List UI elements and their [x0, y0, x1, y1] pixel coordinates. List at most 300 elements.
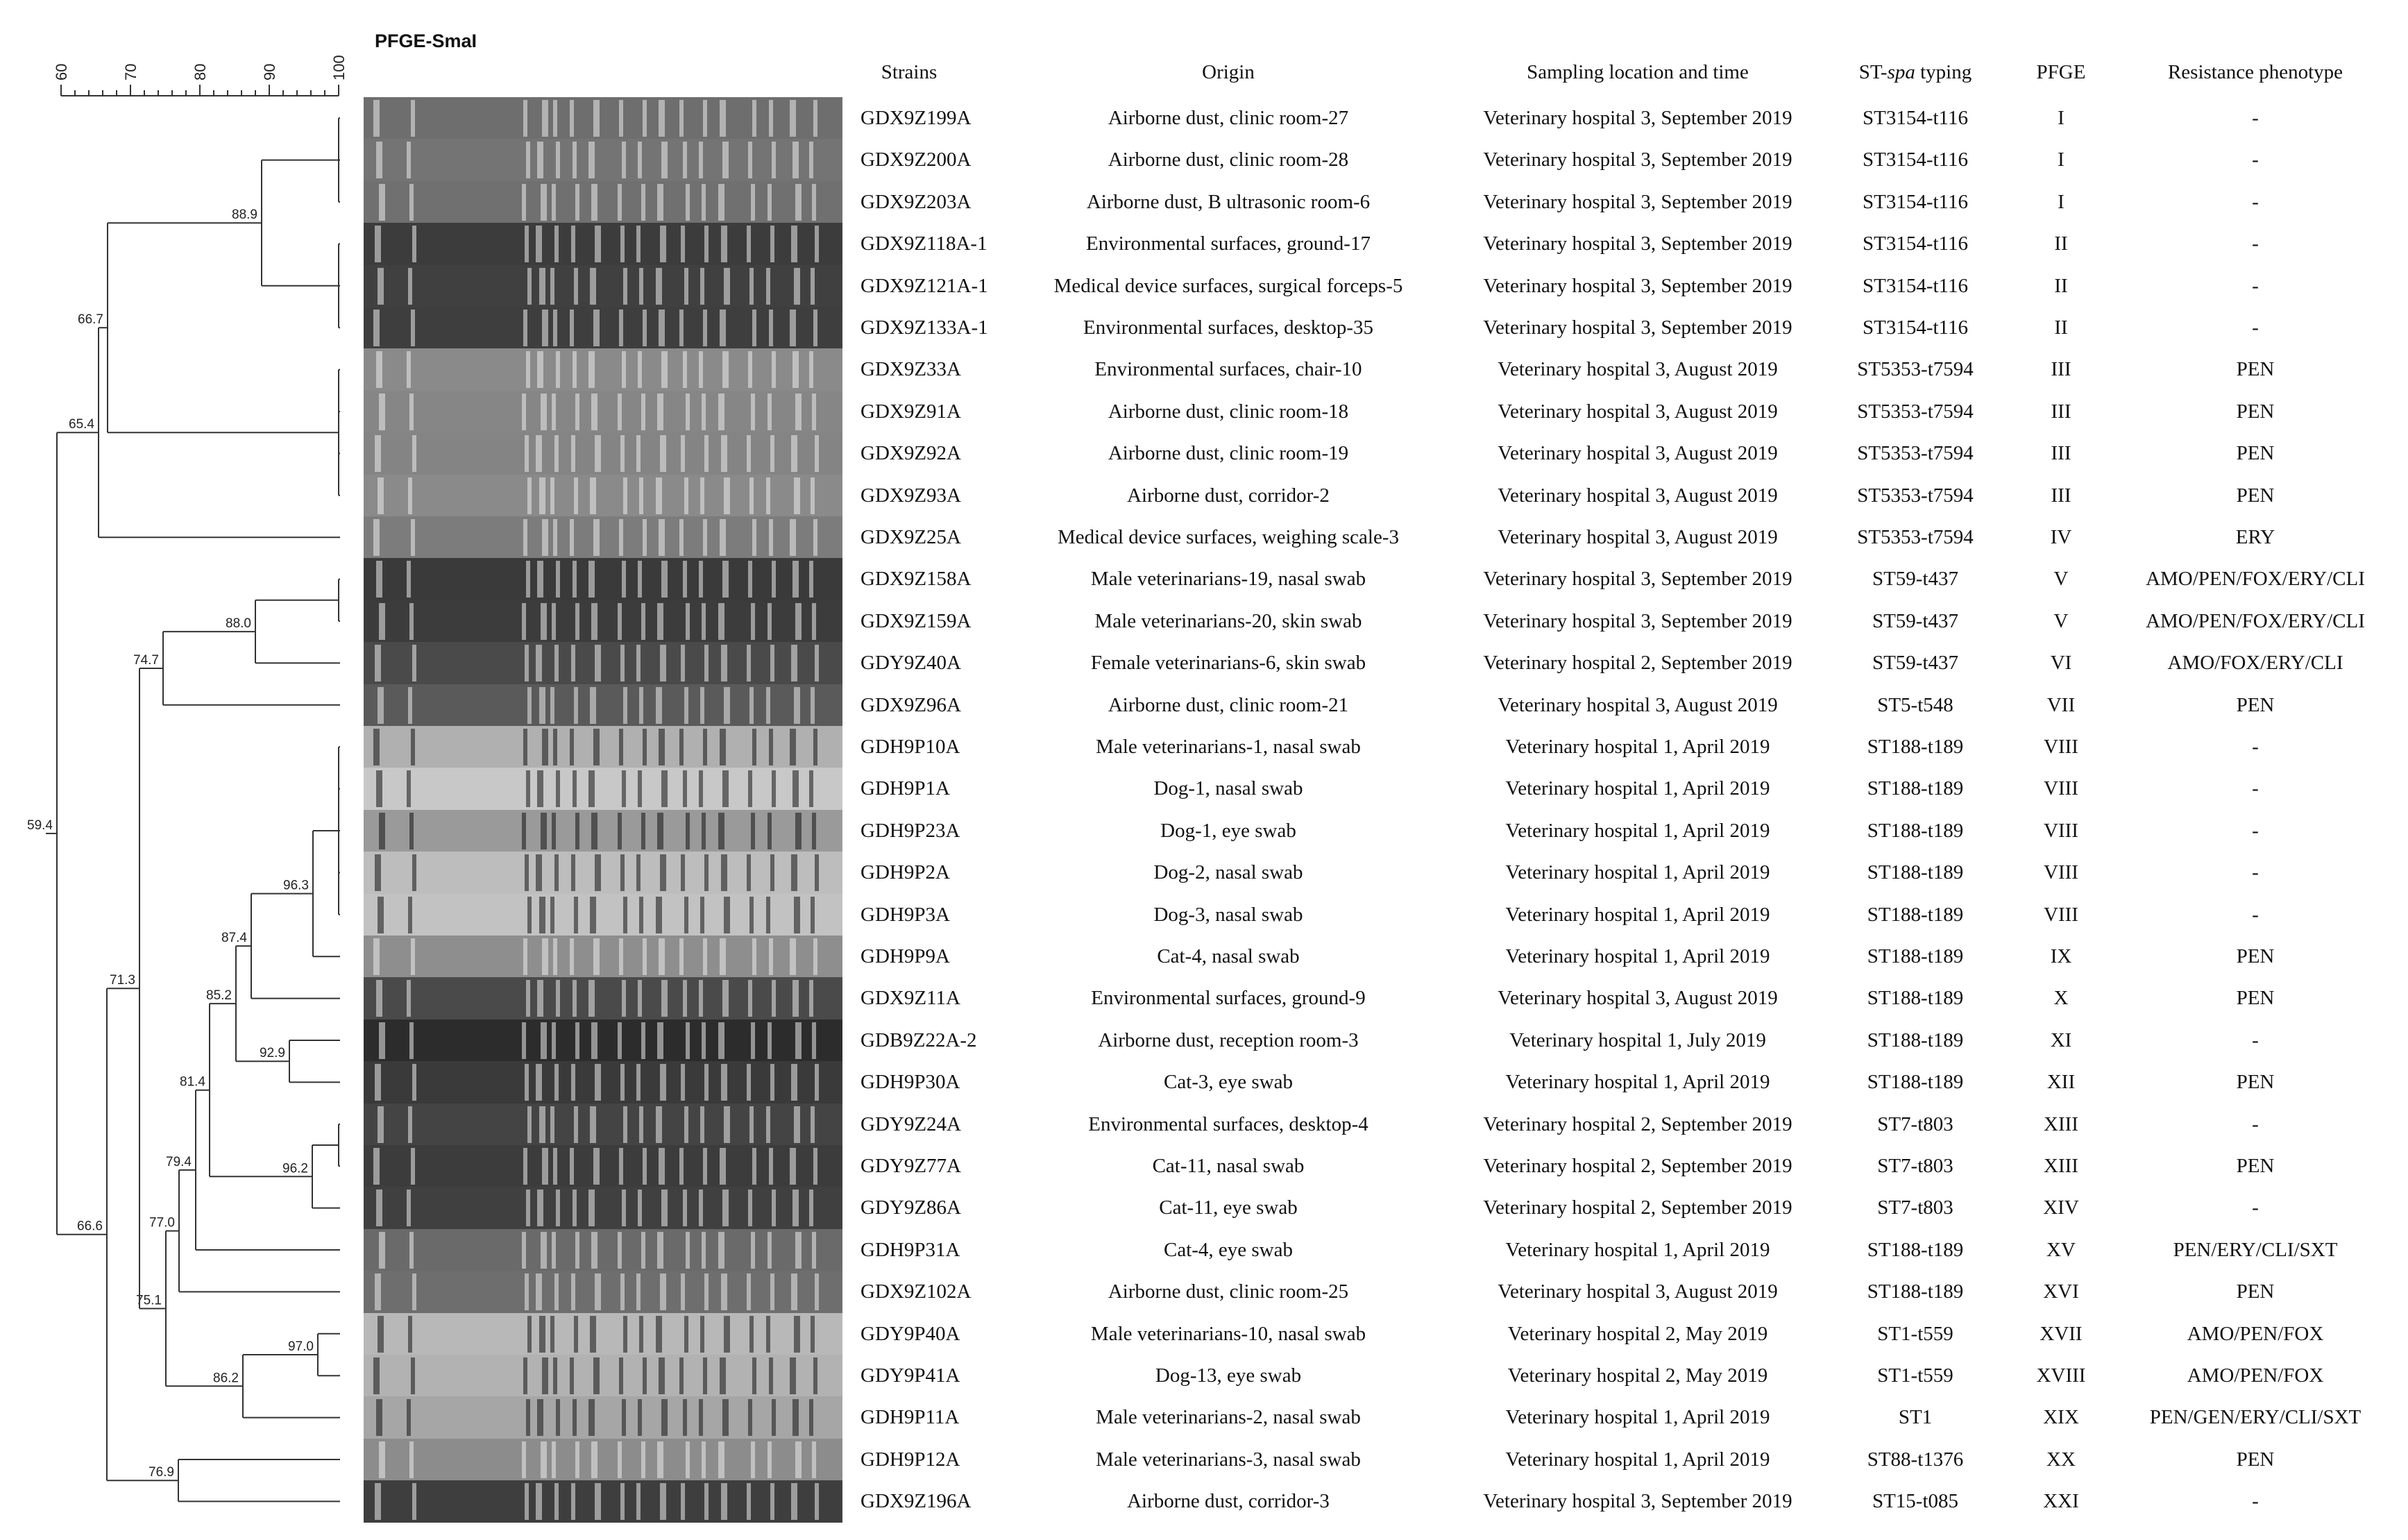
gel-band — [747, 1274, 751, 1310]
gel-band — [813, 100, 817, 137]
pfge-cell: VIII — [2044, 861, 2078, 884]
gel-band — [526, 561, 530, 598]
gel-band — [591, 1232, 597, 1269]
gel-band — [702, 603, 706, 640]
gel-title: PFGE-SmaI — [375, 31, 477, 51]
gel-band — [794, 268, 800, 305]
gel-lane — [364, 1187, 842, 1229]
resistance-cell: - — [2252, 1029, 2259, 1051]
gel-band — [752, 100, 756, 137]
gel-band — [550, 268, 554, 305]
gel-band — [643, 1357, 647, 1394]
pfge-cell: XI — [2050, 1029, 2072, 1051]
gel-band — [770, 435, 774, 472]
gel-band — [522, 813, 526, 849]
gel-band — [412, 645, 416, 682]
sampling-cell: Veterinary hospital 1, April 2019 — [1505, 1071, 1770, 1094]
gel-band — [790, 729, 796, 765]
gel-band — [376, 1190, 382, 1226]
gel-band — [699, 142, 703, 178]
gel-band — [638, 351, 642, 388]
header-sampling: Sampling location and time — [1527, 61, 1749, 83]
gel-band — [794, 687, 800, 724]
gel-band — [702, 813, 706, 849]
gel-band — [766, 1316, 770, 1353]
resistance-cell: AMO/PEN/FOX/ERY/CLI — [2146, 609, 2365, 632]
gel-band — [552, 1022, 556, 1059]
gel-band — [792, 561, 799, 598]
st-spa-cell: ST3154-t116 — [1863, 149, 1968, 171]
gel-band — [770, 854, 774, 891]
st-spa-cell: ST88-t1376 — [1867, 1448, 1964, 1471]
pfge-cell: VI — [2050, 652, 2072, 675]
sampling-cell: Veterinary hospital 1, April 2019 — [1505, 903, 1770, 926]
gel-lane — [364, 1061, 842, 1103]
gel-band — [407, 351, 411, 388]
gel-band — [643, 1148, 647, 1185]
resistance-cell: AMO/PEN/FOX — [2187, 1322, 2324, 1345]
gel-band — [570, 310, 574, 346]
gel-band — [541, 394, 547, 430]
gel-band — [527, 897, 532, 933]
gel-band — [661, 142, 668, 178]
st-spa-cell: ST3154-t116 — [1863, 232, 1968, 255]
gel-band — [575, 394, 579, 430]
origin-cell: Dog-2, nasal swab — [1153, 861, 1303, 884]
gel-band — [679, 1357, 684, 1394]
gel-band — [575, 813, 579, 849]
gel-band — [772, 351, 776, 388]
gel-band — [794, 1316, 800, 1353]
gel-band — [721, 1483, 727, 1520]
gel-band — [373, 310, 380, 346]
gel-band — [684, 687, 688, 724]
gel-band — [683, 1399, 687, 1436]
gel-band — [408, 687, 412, 724]
gel-band — [522, 1441, 526, 1478]
origin-cell: Airborne dust, clinic room-21 — [1108, 693, 1349, 716]
gel-band — [411, 729, 415, 765]
pfge-cell: VIII — [2044, 903, 2078, 926]
origin-cell: Dog-1, eye swab — [1160, 819, 1296, 842]
origin-cell: Airborne dust, clinic room-25 — [1108, 1280, 1349, 1303]
gel-band — [379, 394, 385, 430]
pfge-cell: III — [2051, 400, 2071, 423]
strain-cell: GDX9Z11A — [860, 987, 960, 1010]
gel-band — [588, 770, 595, 807]
gel-band — [412, 435, 416, 472]
gel-band — [812, 394, 816, 430]
gel-band — [684, 897, 688, 933]
gel-band — [699, 1399, 703, 1436]
gel-band — [751, 603, 755, 640]
gel-band — [619, 310, 623, 346]
gel-band — [724, 1316, 730, 1353]
gel-band — [570, 1148, 574, 1185]
strain-cell: GDX9Z102A — [860, 1280, 972, 1303]
gel-band — [643, 938, 647, 975]
sampling-cell: Veterinary hospital 1, April 2019 — [1505, 1238, 1770, 1261]
gel-band — [722, 561, 729, 598]
st-spa-cell: ST5353-t7594 — [1857, 442, 1974, 465]
sampling-cell: Veterinary hospital 2, May 2019 — [1507, 1322, 1768, 1345]
resistance-cell: - — [2252, 232, 2259, 255]
pfge-cell: XII — [2046, 1071, 2076, 1094]
gel-band — [378, 687, 384, 724]
st-spa-cell: ST188-t189 — [1867, 777, 1964, 800]
gel-band — [766, 897, 770, 933]
gel-band — [748, 142, 752, 178]
gel-band — [722, 1190, 729, 1226]
gel-band — [409, 603, 414, 640]
gel-band — [537, 561, 543, 598]
gel-band — [704, 645, 709, 682]
gel-band — [595, 435, 601, 472]
gel-band — [408, 477, 412, 514]
gel-band — [718, 394, 724, 430]
gel-band — [656, 897, 662, 933]
gel-band — [539, 1106, 545, 1143]
gel-band — [623, 1106, 627, 1143]
gel-band — [411, 1357, 415, 1394]
strain-cell: GDH9P23A — [860, 819, 960, 842]
gel-band — [541, 1022, 547, 1059]
gel-band — [749, 1106, 754, 1143]
gel-band — [554, 1274, 559, 1310]
sampling-cell: Veterinary hospital 3, September 2019 — [1483, 107, 1792, 129]
gel-band — [542, 100, 548, 137]
gel-band — [770, 1483, 774, 1520]
strain-cell: GDX9Z199A — [860, 107, 972, 129]
sampling-cell: Veterinary hospital 3, August 2019 — [1498, 484, 1778, 507]
gel-band — [590, 897, 596, 933]
gel-band — [747, 1064, 751, 1101]
resistance-cell: - — [2252, 777, 2259, 800]
gel-band — [766, 477, 770, 514]
strain-cell: GDX9Z93A — [860, 484, 961, 507]
gel-band — [536, 226, 542, 262]
origin-cell: Male veterinarians-19, nasal swab — [1090, 568, 1366, 591]
gel-band — [379, 1441, 385, 1478]
gel-band — [747, 226, 751, 262]
gel-band — [809, 980, 813, 1017]
gel-band — [623, 1316, 627, 1353]
gel-band — [815, 435, 819, 472]
gel-band — [591, 1022, 597, 1059]
node-similarity-label: 88.0 — [226, 616, 251, 632]
st-spa-cell: ST1 — [1898, 1406, 1933, 1429]
gel-band — [772, 142, 776, 178]
gel-band — [660, 1483, 666, 1520]
gel-band — [639, 1316, 643, 1353]
strain-cell: GDH9P1A — [860, 777, 950, 800]
gel-band — [681, 1483, 685, 1520]
gel-band — [791, 645, 797, 682]
gel-band — [686, 813, 690, 849]
gel-band — [679, 310, 684, 346]
gel-band — [595, 854, 601, 891]
gel-band — [792, 1190, 799, 1226]
gel-band — [718, 1022, 724, 1059]
gel-band — [724, 897, 730, 933]
gel-band — [681, 1064, 685, 1101]
gel-band — [813, 310, 817, 346]
gel-band — [638, 142, 642, 178]
sampling-cell: Veterinary hospital 2, September 2019 — [1483, 1112, 1792, 1135]
gel-band — [526, 1399, 530, 1436]
gel-band — [623, 477, 627, 514]
gel-band — [523, 519, 527, 556]
gel-band — [702, 1022, 706, 1059]
gel-band — [553, 310, 557, 346]
gel-band — [378, 1106, 384, 1143]
gel-band — [618, 394, 622, 430]
gel-band — [407, 980, 411, 1017]
gel-band — [722, 351, 729, 388]
strain-cell: GDH9P10A — [860, 736, 960, 758]
gel-band — [660, 435, 666, 472]
gel-band — [769, 938, 773, 975]
gel-band — [643, 519, 647, 556]
origin-cell: Environmental surfaces, desktop-35 — [1083, 316, 1373, 339]
gel-band — [659, 729, 665, 765]
gel-band — [618, 603, 622, 640]
gel-band — [656, 1106, 662, 1143]
gel-band — [703, 519, 707, 556]
node-similarity-label: 96.3 — [283, 878, 309, 893]
gel-band — [815, 1274, 819, 1310]
st-spa-cell: ST3154-t116 — [1863, 316, 1968, 339]
st-spa-cell: ST5353-t7594 — [1857, 400, 1974, 423]
gel-band — [411, 310, 415, 346]
gel-band — [811, 1316, 815, 1353]
gel-band — [554, 854, 559, 891]
gel-band — [813, 729, 817, 765]
gel-lane — [364, 348, 842, 391]
gel-band — [412, 1274, 416, 1310]
resistance-cell: PEN — [2236, 1071, 2275, 1094]
pfge-gel-image — [364, 97, 842, 1523]
gel-lane — [364, 181, 842, 223]
gel-band — [722, 980, 729, 1017]
gel-band — [552, 1441, 556, 1478]
header-pfge: PFGE — [2036, 61, 2086, 83]
gel-band — [684, 1316, 688, 1353]
gel-lane — [364, 1019, 842, 1062]
sampling-cell: Veterinary hospital 3, September 2019 — [1483, 568, 1792, 591]
origin-cell: Airborne dust, corridor-2 — [1127, 484, 1330, 507]
gel-band — [643, 729, 647, 765]
gel-band — [375, 645, 381, 682]
sampling-cell: Veterinary hospital 1, April 2019 — [1505, 945, 1770, 967]
resistance-cell: AMO/FOX/ERY/CLI — [2167, 652, 2343, 675]
sampling-cell: Veterinary hospital 2, September 2019 — [1483, 1155, 1792, 1177]
origin-cell: Cat-4, nasal swab — [1157, 945, 1300, 967]
gel-band — [554, 226, 559, 262]
gel-band — [791, 226, 797, 262]
gel-lane — [364, 307, 842, 349]
resistance-cell: AMO/PEN/FOX — [2187, 1364, 2324, 1387]
gel-band — [636, 1274, 641, 1310]
gel-band — [408, 268, 412, 305]
gel-lane — [364, 768, 842, 810]
gel-band — [699, 770, 703, 807]
resistance-cell: - — [2252, 1196, 2259, 1219]
gel-band — [656, 268, 662, 305]
gel-band — [539, 477, 545, 514]
gel-lane — [364, 516, 842, 559]
gel-band — [376, 770, 382, 807]
resistance-cell: PEN — [2236, 400, 2275, 423]
gel-band — [537, 1190, 543, 1226]
gel-band — [684, 1106, 688, 1143]
gel-band — [595, 1064, 601, 1101]
gel-band — [657, 394, 663, 430]
gel-band — [790, 1148, 796, 1185]
gel-band — [684, 268, 688, 305]
gel-lane — [364, 726, 842, 768]
pfge-cell: XVII — [2040, 1322, 2083, 1345]
gel-band — [574, 477, 578, 514]
gel-band — [573, 142, 577, 178]
gel-band — [523, 1148, 527, 1185]
gel-band — [638, 561, 642, 598]
gel-band — [657, 813, 663, 849]
gel-band — [683, 561, 687, 598]
gel-band — [749, 477, 754, 514]
gel-band — [522, 184, 526, 221]
gel-lane — [364, 852, 842, 894]
pfge-cell: V — [2053, 609, 2069, 632]
pfge-cell: VII — [2046, 693, 2076, 716]
st-spa-cell: ST188-t189 — [1867, 819, 1964, 842]
gel-band — [623, 687, 627, 724]
gel-band — [373, 1357, 380, 1394]
st-spa-cell: ST1-t559 — [1877, 1364, 1953, 1387]
st-spa-cell: ST188-t189 — [1867, 861, 1964, 884]
gel-lane — [364, 642, 842, 684]
gel-band — [795, 1441, 802, 1478]
resistance-cell: PEN — [2236, 358, 2275, 381]
gel-band — [812, 603, 816, 640]
gel-band — [686, 1441, 690, 1478]
gel-band — [809, 351, 813, 388]
sampling-cell: Veterinary hospital 1, July 2019 — [1509, 1029, 1766, 1051]
st-spa-cell: ST7-t803 — [1877, 1155, 1953, 1177]
gel-band — [657, 1232, 663, 1269]
gel-band — [373, 1148, 380, 1185]
gel-band — [812, 184, 816, 221]
gel-band — [527, 268, 532, 305]
sampling-cell: Veterinary hospital 2, May 2019 — [1507, 1364, 1768, 1387]
gel-band — [541, 1441, 547, 1478]
gel-band — [749, 687, 754, 724]
gel-band — [593, 729, 600, 765]
gel-band — [556, 142, 560, 178]
pfge-cell: II — [2054, 232, 2068, 255]
origin-cell: Male veterinarians-10, nasal swab — [1090, 1322, 1366, 1345]
gel-band — [619, 1148, 623, 1185]
gel-band — [792, 142, 799, 178]
gel-band — [769, 519, 773, 556]
gel-band — [554, 645, 559, 682]
gel-band — [575, 184, 579, 221]
resistance-cell: PEN — [2236, 1448, 2275, 1471]
gel-band — [588, 1190, 595, 1226]
gel-band — [571, 435, 575, 472]
gel-band — [553, 729, 557, 765]
pfge-cell: X — [2053, 987, 2069, 1010]
gel-band — [542, 1148, 548, 1185]
strain-cell: GDB9Z22A-2 — [860, 1029, 977, 1051]
gel-band — [571, 1064, 575, 1101]
gel-band — [620, 226, 625, 262]
gel-band — [623, 268, 627, 305]
gel-band — [641, 1232, 645, 1269]
pfge-cell: II — [2054, 316, 2068, 339]
origin-cell: Dog-3, nasal swab — [1153, 903, 1303, 926]
strain-cell: GDH9P11A — [860, 1406, 960, 1429]
gel-band — [720, 1357, 726, 1394]
gel-band — [769, 100, 773, 137]
origin-cell: Cat-4, eye swab — [1163, 1238, 1294, 1261]
gel-band — [527, 1316, 532, 1353]
gel-band — [718, 813, 724, 849]
gel-band — [699, 561, 703, 598]
st-spa-cell: ST5-t548 — [1877, 693, 1953, 716]
gel-band — [703, 1357, 707, 1394]
gel-band — [591, 184, 597, 221]
strain-cell: GDH9P31A — [860, 1238, 960, 1261]
gel-band — [772, 980, 776, 1017]
pfge-cell: XXI — [2043, 1490, 2079, 1513]
header-st-spa: ST-spa typing — [1858, 61, 1972, 83]
gel-band — [772, 770, 776, 807]
gel-band — [791, 1483, 797, 1520]
gel-band — [770, 226, 774, 262]
sampling-cell: Veterinary hospital 2, September 2019 — [1483, 652, 1792, 675]
scale-tick-label: 70 — [122, 63, 139, 81]
gel-band — [724, 477, 730, 514]
pfge-cell: XVIII — [2036, 1364, 2086, 1387]
gel-band — [749, 1316, 754, 1353]
gel-band — [700, 1106, 704, 1143]
gel-band — [525, 1064, 529, 1101]
node-similarity-label: 75.1 — [136, 1293, 162, 1308]
node-similarity-label: 76.9 — [149, 1465, 174, 1480]
gel-band — [527, 1106, 532, 1143]
resistance-cell: - — [2252, 1490, 2259, 1513]
sampling-cell: Veterinary hospital 3, September 2019 — [1483, 149, 1792, 171]
gel-band — [660, 1274, 666, 1310]
origin-cell: Male veterinarians-3, nasal swab — [1096, 1448, 1361, 1471]
gel-band — [768, 813, 772, 849]
gel-band — [593, 1357, 600, 1394]
gel-band — [593, 938, 600, 975]
origin-cell: Medical device surfaces, surgical forceps-5 — [1053, 274, 1403, 297]
gel-band — [748, 1399, 752, 1436]
gel-band — [721, 435, 727, 472]
gel-band — [595, 226, 601, 262]
gel-band — [659, 938, 665, 975]
origin-cell: Male veterinarians-1, nasal swab — [1096, 736, 1361, 758]
gel-band — [375, 226, 381, 262]
gel-band — [553, 100, 557, 137]
gel-band — [570, 1357, 574, 1394]
strain-cell: GDX9Z159A — [860, 609, 972, 632]
gel-band — [373, 519, 380, 556]
pfge-cell: XIV — [2043, 1196, 2079, 1219]
